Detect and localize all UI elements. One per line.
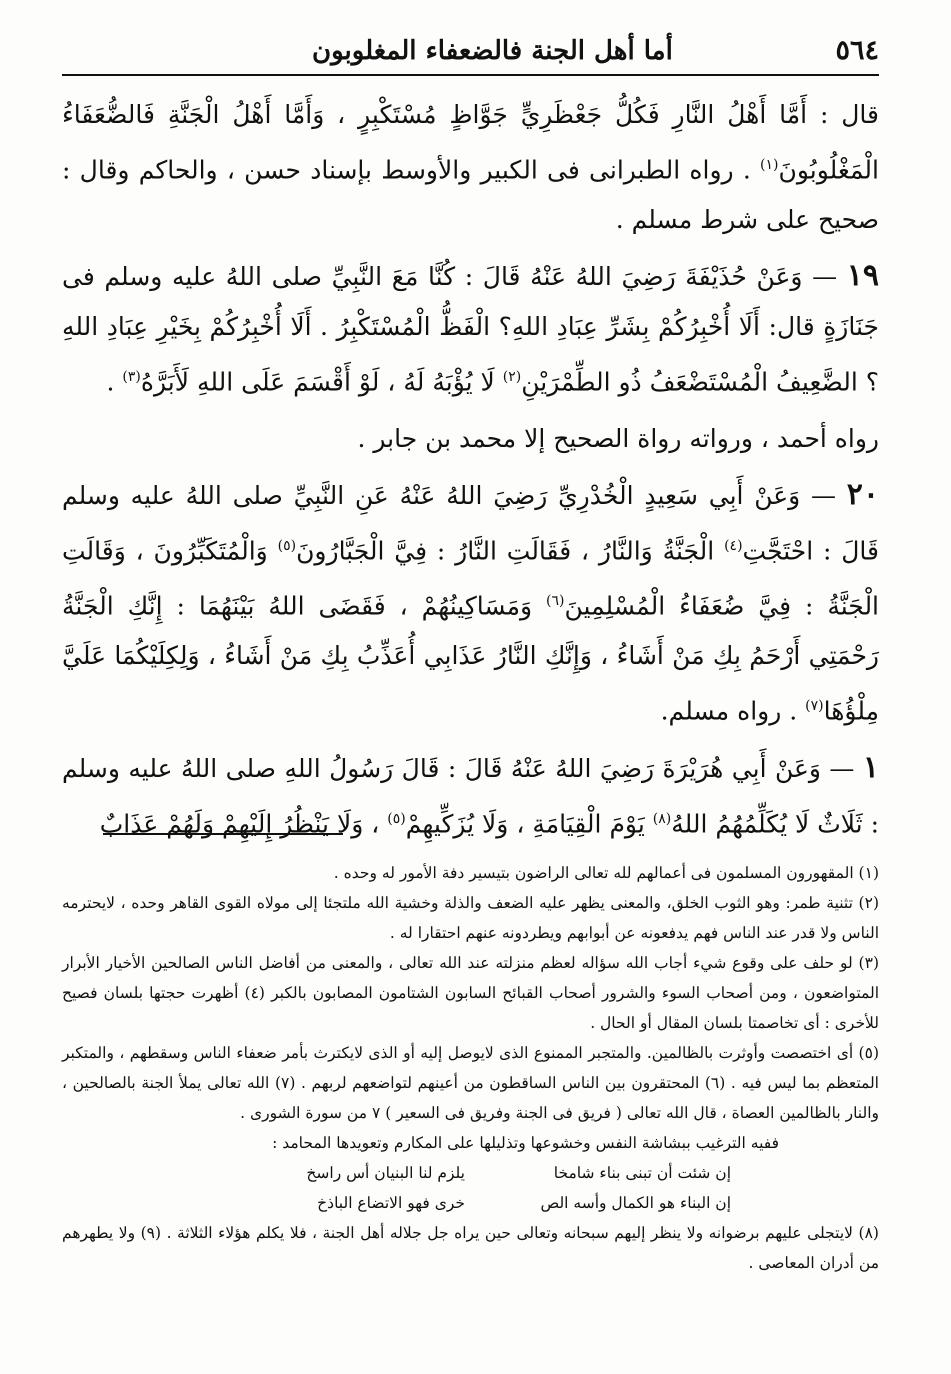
hadith-number: ١٩ (846, 258, 879, 294)
footnote-ref: (٨) (652, 810, 672, 827)
footnote-ref: (٦) (546, 592, 565, 609)
footnote: (٢) تثنية طمر: وهو الثوب الخلق، والمعنى يظهر عليه الضعف والذلة وخشية الله ملتجئا إلى مولاه القوى القاهر وحده ، لايحترمه الناس ولا قدر عند الناس فهم يدفعونه عن أبوابهم ويطردونه عنهم احتقارا له . (62, 894, 879, 942)
poem-hemistich: إن شئت أن تبنى بناء شامخا (553, 1164, 731, 1182)
footnote-ref: (٥) (277, 537, 297, 554)
paragraph: قال : أَمَّا أَهْلُ النَّارِ فَكُلُّ جَعْظَرِيٍّ جَوَّاظٍ مُسْتَكْبِرٍ ، وَأَمَّا أَهْلُ الْجَنَّةِ فَالضُّعَفَاءُ الْمَغْلُوبُونَ$^{(١)}$ . رواه الطبرانى فى الكبير والأوسط بإسناد حسن ، والحاكم وقال : صحيح على شرط مسلم . (62, 100, 879, 235)
footnote-separator (103, 833, 343, 835)
footnote: (٨) لايتجلى عليهم برضوانه ولا ينظر إليهم سبحانه وتعالى حين يراه جل جلاله أهل الجنة ، فلا يكلم هؤلاء الثلاثة . (٩) ولا يطهرهم من أدران المعاصى . (62, 1224, 879, 1272)
footnote-ref: (٣) (122, 369, 141, 386)
hadith-21: ١ — وَعَنْ أَبِي هُرَيْرَةَ رَضِيَ اللهُ عَنْهُ قَالَ : قَالَ رَسُولُ اللهِ صلى اللهُ عليه وسلم : ثَلَاثٌ لَا يُكَلِّمُهُمُ اللهُ$^{(٨)}$ يَوْمَ الْقِيَامَةِ ، وَلَا يُزَكِّيهِمْ$^{(٥)}$ ، وَلَا يَنْظُرُ إِلَيْهِمْ وَلَهُمْ عَذَابٌ (62, 749, 879, 838)
poem-hemistich: إن البناء هو الكمال وأسه الص (540, 1194, 731, 1212)
footnotes (62, 858, 879, 1278)
hadith-number: ٢٠ (846, 476, 879, 512)
footnote: (٥) أى اختصصت وأوثرت بالظالمين. والمتجبر الممنوع الذى لايوصل إليه أو الذى لايكترث بأمر ضعفاء الناس وسقطهم ، والمتكبر المتعظم بما ليس فيه . (٦) المحتقرون بين الناس الساقطون من أعينهم لتواضعهم لربهم . (٧) الله تعالى يملأ الجنة بالصالحين ، والنار بالظالمين العصاة ، قال الله تعالى ( فريق فى الجنة وفريق فى السعير ) ٧ من سورة الشورى . (62, 1044, 879, 1122)
poem-hemistich: خرى فهو الاتضاع الباذخ (317, 1194, 465, 1212)
hadith-number: ١ (862, 749, 879, 785)
poem-hemistich: يلزم لنا البنيان أس راسخ (306, 1164, 465, 1182)
page-header (62, 18, 879, 76)
hadith-20: ٢٠ — وَعَنْ أَبِي سَعِيدٍ الْخُدْرِيِّ رَضِيَ اللهُ عَنْهُ عَنِ النَّبِيِّ صلى اللهُ عليه وسلم قَالَ : احْتَجَّتِ$^{(٤)}$ الْجَنَّةُ وَالنَّارُ ، فَقَالَتِ النَّارُ : فِيَّ الْجَبَّارُونَ$^{(٥)}$ وَالْمُتَكَبِّرُونَ ، وَقَالَتِ الْجَنَّةُ : فِيَّ ضُعَفَاءُ الْمُسْلِمِينَ$^{(٦)}$ وَمَسَاكِينُهُمْ ، فَقَضَى اللهُ بَيْنَهُمَا : إِنَّكِ الْجَنَّةُ رَحْمَتِي أَرْحَمُ بِكِ مَنْ أَشَاءُ ، وَإِنَّكِ النَّارُ عَذَابِي أُعَذِّبُ بِكِ مَنْ أَشَاءُ ، وَلِكِلَيْكُمَا عَلَيَّ مِلْؤُهَا$^{(٧)}$ . رواه مسلم. (62, 476, 880, 726)
running-title: أما أهل الجنة فالضعفاء المغلوبون (312, 36, 673, 66)
paragraph: رواه أحمد ، ورواته رواة الصحيح إلا محمد بن جابر . (357, 423, 879, 453)
footnote: (١) المقهورون المسلمون فى أعمالهم لله تعالى الراضون بتيسير دفة الأمور له وحده . (333, 864, 879, 882)
footnote-ref: (٢) (502, 369, 522, 386)
main-text (62, 90, 879, 855)
hadith-19: ١٩ — وَعَنْ حُذَيْفَةَ رَضِيَ اللهُ عَنْهُ قَالَ : كُنَّا مَعَ النَّبِيِّ صلى اللهُ عليه وسلم فى جَنَازَةٍ قال: أَلَا أُخْبِرُكُمْ بِشَرِّ عِبَادِ اللهِ؟ الْفَظُّ الْمُسْتَكْبِرُ . أَلَا أُخْبِرُكُمْ بِخَيْرِ عِبَادِ اللهِ ؟ الضَّعِيفُ الْمُسْتَضْعَفُ ذُو الطِّمْرَيْنِ$^{(٢)}$ لَا يُؤْبَهُ لَهُ ، لَوْ أَقْسَمَ عَلَى اللهِ لَأَبَرَّهُ$^{(٣)}$ . (62, 258, 879, 397)
footnote-ref: (٥) (387, 810, 406, 827)
page-number: ٥٦٤ (835, 35, 879, 66)
footnote: (٣) لو حلف على وقوع شيء أجاب الله سؤاله لعظم منزلته عند الله تعالى ، والمعنى من أفاضل الناس الصالحين الأخيار الأبرار المتواضعون ، ومن أصحاب السوء والشرور أصحاب القبائح السابون الشتامون المصابون بالكبر (٤) أظهرت حجتها بلسان فصيح للأخرى : أى تخاصمتا بلسان المقال أو الحال . (62, 954, 880, 1032)
poem (62, 1158, 731, 1218)
footnote-ref: (٤) (724, 537, 743, 554)
footnote: ففيه الترغيب ببشاشة النفس وخشوعها وتذليلها على المكارم وتعويدها المحامد : (272, 1134, 779, 1152)
footnote-ref: (١) (760, 157, 779, 173)
footnote-ref: (٧) (805, 698, 824, 715)
